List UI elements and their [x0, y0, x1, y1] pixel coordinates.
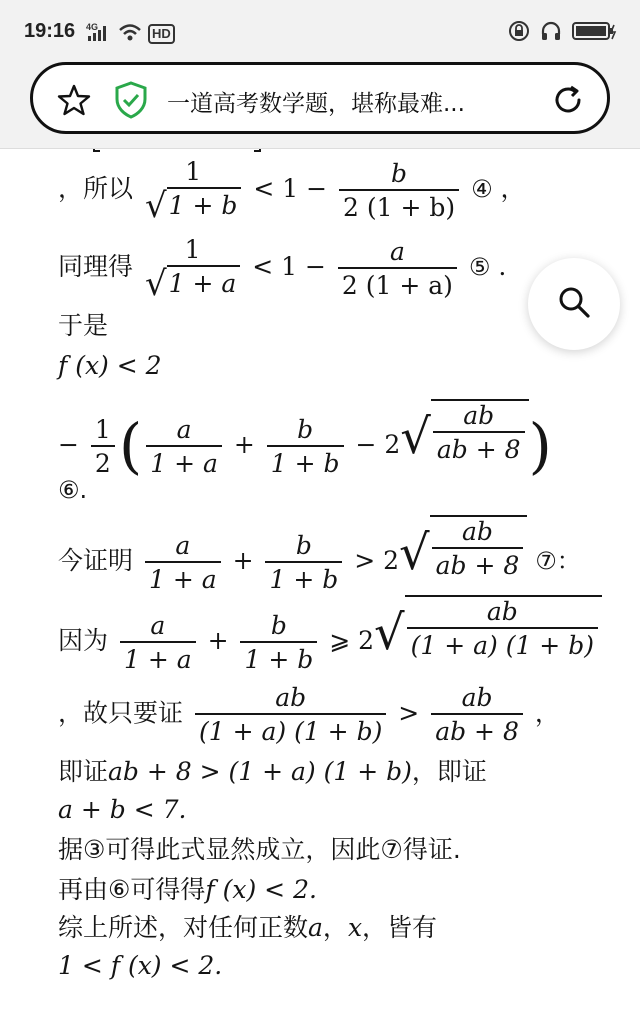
math-line-5	[58, 399, 552, 482]
numerator: ab	[275, 683, 307, 712]
text-need-prove: ，故只要证	[58, 698, 184, 728]
text-summary: 综上所述，对任何正数	[58, 913, 309, 942]
fraction	[267, 415, 344, 479]
text-line-12: 据③可得此式显然成立，因此⑦得证.	[58, 835, 461, 864]
square-root: √ $\frac{ab}{ab + 8}$	[400, 399, 528, 465]
square-root: √ $\frac{ab}{ab + 8}$	[399, 515, 527, 581]
text-because: 因为	[58, 626, 109, 655]
fraction	[146, 415, 222, 479]
radicand: 1 + a	[167, 265, 241, 299]
fraction: 1 √ 1 + b	[145, 157, 241, 224]
fraction	[195, 683, 386, 747]
operator: < 1 −	[253, 174, 328, 203]
numerator: ab	[463, 401, 495, 430]
denominator: 1 + a	[145, 561, 221, 595]
fraction	[339, 159, 459, 223]
operator: −	[58, 430, 79, 459]
text-hence: 于是	[58, 311, 109, 340]
math-line-2	[58, 235, 506, 302]
var-a: a	[308, 913, 323, 942]
denominator: 2 (1 + a)	[338, 267, 457, 301]
operator: < 1 −	[252, 252, 326, 281]
fraction	[120, 611, 196, 675]
operator: +	[232, 546, 254, 575]
star-icon[interactable]	[57, 83, 91, 121]
page-title[interactable]: 一道高考数学题，堪称最难...	[167, 91, 465, 117]
denominator: 1 + a	[146, 445, 222, 479]
fraction	[145, 531, 221, 595]
math-line-9	[58, 683, 560, 747]
fraction	[240, 611, 317, 675]
left-paren: (	[118, 411, 143, 482]
text-now-prove: 今证明	[58, 546, 134, 575]
math-line-14	[58, 913, 437, 943]
fraction	[431, 683, 523, 747]
numerator: ab	[461, 683, 493, 712]
numerator: 1	[185, 157, 202, 186]
fraction	[338, 237, 457, 301]
circled-mark: ⑦：	[535, 547, 581, 575]
browser-toolbar	[0, 60, 640, 149]
punctuation: .	[498, 252, 507, 281]
math-line-4: f (x) < 2	[58, 351, 162, 380]
punctuation: ，	[322, 913, 348, 942]
status-bar	[0, 0, 640, 60]
denominator: 1 + a	[120, 641, 196, 675]
right-paren: )	[528, 411, 552, 482]
headset-icon	[540, 20, 562, 46]
denominator: 1 + b	[265, 561, 342, 595]
text-so: ，所以	[58, 174, 134, 203]
circled-mark: ④	[471, 175, 493, 203]
text-i-e-prove-2: ，即证	[411, 757, 487, 786]
operator: ⩾ 2	[329, 626, 374, 655]
math-line-15: 1 < f (x) < 2.	[58, 951, 223, 980]
math-line-8	[58, 595, 602, 675]
denominator: ab + 8	[432, 547, 524, 581]
math-line-13	[58, 875, 317, 905]
address-bar[interactable]	[30, 62, 610, 134]
lock-rotation-icon	[508, 20, 530, 46]
var-x: x	[347, 913, 363, 942]
operator: +	[207, 626, 229, 655]
punctuation: ，	[534, 698, 560, 728]
denominator: (1 + a) (1 + b)	[195, 713, 386, 747]
numerator: b	[270, 610, 287, 640]
denominator: 2 (1 + b)	[339, 189, 459, 223]
numerator: a	[389, 236, 405, 266]
punctuation: ，	[500, 174, 526, 203]
fraction-half	[91, 415, 115, 479]
hd-icon: HD	[148, 24, 175, 44]
numerator: b	[391, 158, 408, 188]
operator: > 2	[354, 546, 399, 575]
numerator: 1	[184, 235, 201, 264]
article-content	[0, 149, 640, 1016]
denominator: 2	[91, 445, 115, 479]
denominator: ab + 8	[431, 713, 523, 747]
denominator: ab + 8	[433, 431, 525, 465]
numerator: ab	[486, 597, 518, 626]
numerator: b	[295, 530, 312, 560]
network-type-label: 4G	[86, 22, 99, 32]
text-from-6: 再由⑥可得得	[58, 875, 206, 904]
math-line-6	[58, 475, 87, 505]
math-line-11: a + b < 7.	[58, 795, 187, 824]
text-all-have: ，皆有	[362, 913, 438, 942]
operator: − 2	[355, 430, 401, 459]
math-line-7	[58, 515, 581, 595]
fraction: 1 √ 1 + a	[145, 235, 240, 302]
denominator: 1 + b	[240, 641, 317, 675]
numerator: a	[175, 530, 191, 560]
network-indicators	[86, 22, 175, 46]
numerator: a	[176, 414, 192, 444]
operator: +	[233, 430, 255, 459]
reload-icon[interactable]	[551, 83, 585, 121]
numerator: b	[297, 414, 314, 444]
math-line-1	[58, 157, 526, 224]
signal-icon	[86, 22, 112, 46]
wifi-icon	[118, 22, 142, 46]
circled-mark: ⑥.	[58, 476, 88, 504]
text-similarly: 同理得	[58, 252, 134, 281]
numerator: 1	[94, 414, 111, 444]
status-right-icons	[508, 20, 618, 46]
status-time: 19:16	[24, 20, 76, 42]
clipped-formula-remnant	[90, 149, 290, 157]
numerator: ab	[461, 517, 493, 546]
math-line-10	[58, 757, 487, 787]
inequality: f (x) < 2.	[205, 875, 317, 904]
fraction	[265, 531, 342, 595]
denominator: 1 + b	[267, 445, 344, 479]
shield-check-icon[interactable]	[113, 81, 149, 123]
denominator: (1 + a) (1 + b)	[407, 627, 598, 661]
inequality: ab + 8 > (1 + a) (1 + b)	[108, 757, 412, 786]
battery-icon	[572, 21, 618, 45]
operator: >	[398, 698, 420, 728]
circled-mark: ⑤	[468, 253, 491, 281]
numerator: a	[150, 610, 166, 640]
text-i-e-prove: 即证	[58, 757, 109, 786]
radicand: 1 + b	[167, 187, 242, 221]
square-root: √ $\frac{ab}{(1 + a) (1 + b)}$	[374, 595, 602, 661]
